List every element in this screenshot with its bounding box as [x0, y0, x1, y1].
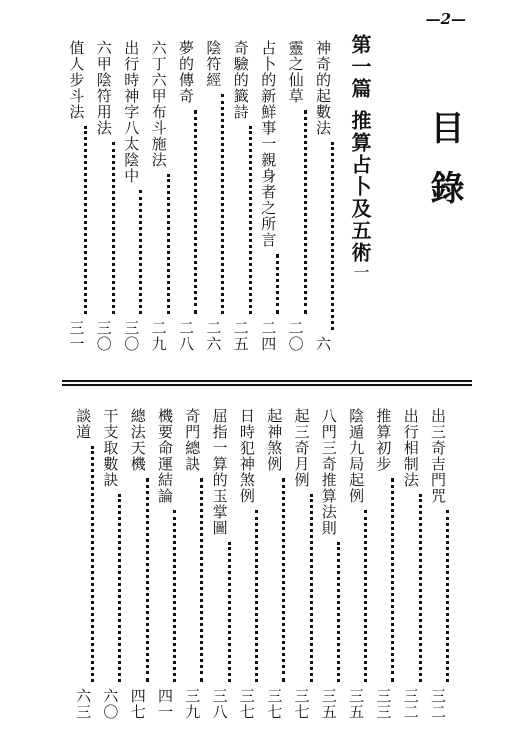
toc-entry	[182, 408, 203, 720]
entry-page: 三七	[237, 688, 256, 720]
section-divider	[62, 380, 472, 386]
leader-dots	[146, 478, 149, 682]
entry-title: 奇驗的籤詩	[231, 40, 250, 120]
entry-title: 陰遁九局起例	[347, 408, 366, 504]
entry-page: 三〇	[122, 320, 141, 352]
entry-page: 三二	[429, 688, 447, 720]
entry-title: 起三奇月例	[292, 408, 311, 488]
leader-dots	[173, 510, 176, 682]
toc-entry	[149, 40, 170, 352]
entry-title: 總法天機	[128, 408, 147, 472]
leader-dots	[446, 510, 449, 682]
toc-entry	[292, 408, 313, 720]
entry-title: 神奇的起數法	[314, 40, 332, 136]
entry-page: 三八	[210, 688, 229, 720]
leader-dots	[194, 110, 197, 314]
entry-page: 二四	[259, 320, 278, 352]
leader-dots	[282, 478, 285, 682]
leader-dots	[167, 174, 170, 314]
leader-dots	[331, 142, 334, 330]
chapter-page: 一	[351, 264, 370, 280]
entry-title: 推算初步	[374, 408, 393, 472]
entry-page: 四一	[156, 688, 174, 720]
leader-dots	[419, 494, 422, 682]
toc-entry	[73, 408, 94, 720]
entry-title: 起神煞例	[265, 408, 284, 472]
entry-page: 三〇	[94, 320, 113, 352]
toc-entry	[286, 40, 307, 352]
entry-page: 二六	[204, 320, 223, 352]
toc-entry	[203, 40, 224, 352]
leader-dots	[364, 510, 367, 682]
toc-entry	[121, 40, 142, 352]
toc-entry	[346, 408, 367, 720]
leader-dots	[276, 254, 279, 314]
entry-page: 三二	[401, 688, 420, 720]
toc-entry	[428, 408, 449, 720]
entry-title: 六甲陰符用法	[94, 40, 113, 136]
entry-title: 陰符經	[204, 40, 223, 88]
entry-title: 干支取數訣	[101, 408, 120, 488]
leader-dots	[391, 478, 394, 682]
toc-entry	[319, 408, 340, 720]
entry-title: 六丁六甲布斗施法	[149, 40, 168, 168]
leader-dots	[337, 542, 340, 682]
entry-title: 出三奇吉門咒	[429, 408, 447, 504]
leader-dots	[112, 142, 115, 314]
toc-entry	[94, 40, 115, 352]
entry-title: 出行時神字八太陰中	[122, 40, 141, 184]
leader-dots	[255, 510, 258, 682]
toc-entry	[176, 40, 197, 352]
leader-dots	[310, 494, 313, 682]
entry-page: 四七	[128, 688, 147, 720]
entry-page: 二五	[231, 320, 250, 352]
entry-title: 出行相制法	[401, 408, 420, 488]
leader-dots	[84, 126, 87, 314]
entry-title: 八門三奇推算法則	[319, 408, 338, 536]
toc-entry	[264, 408, 285, 720]
leader-dots	[200, 478, 203, 682]
toc-entry	[66, 40, 87, 352]
chapter-entry	[346, 34, 375, 344]
toc-entry	[258, 40, 279, 352]
leader-dots	[304, 110, 307, 314]
toc-entry	[373, 408, 394, 720]
entry-title: 日時犯神煞例	[237, 408, 256, 504]
leader-dots	[91, 446, 94, 682]
entry-page: 三五	[347, 688, 366, 720]
toc-entry	[313, 40, 334, 352]
toc-entry	[231, 40, 252, 352]
entry-title: 談道	[74, 408, 93, 440]
entry-title: 靈之仙草	[286, 40, 305, 104]
toc-entry	[401, 408, 422, 720]
leader-dots	[249, 126, 252, 314]
entry-page: 三七	[265, 688, 284, 720]
toc-entry	[155, 408, 176, 720]
leader-dots	[139, 190, 142, 314]
entry-title: 值人步斗法	[67, 40, 86, 120]
leader-dots	[221, 94, 224, 314]
page-number: —2—	[425, 10, 466, 28]
entry-page: 三九	[183, 688, 202, 720]
entry-page: 三一	[67, 320, 86, 352]
entry-page: 二〇	[286, 320, 305, 352]
entry-title: 屈指一算的玉掌圖	[210, 408, 229, 536]
entry-title: 奇門總訣	[183, 408, 202, 472]
entry-title: 占卜的新鮮事一親身者之所言	[259, 40, 278, 248]
entry-page: 三五	[319, 688, 338, 720]
toc-entry	[100, 408, 121, 720]
entry-page: 六	[314, 336, 332, 352]
entry-page: 二九	[149, 320, 168, 352]
entry-page: 六〇	[101, 688, 120, 720]
entry-title: 機要命運結論	[156, 408, 174, 504]
entry-page: 三七	[292, 688, 311, 720]
leader-dots	[118, 494, 121, 682]
leader-dots	[228, 542, 231, 682]
chapter-label: 第一篇	[348, 34, 372, 100]
entry-page: 三三	[374, 688, 393, 720]
entry-title: 夢的傳奇	[177, 40, 195, 104]
toc-entry	[210, 408, 231, 720]
toc-entry	[128, 408, 149, 720]
chapter-title: 推算占卜及五術	[348, 110, 372, 264]
entry-page: 六三	[74, 688, 93, 720]
toc-heading: 目錄	[424, 110, 464, 230]
entry-page: 二八	[177, 320, 195, 352]
toc-entry	[237, 408, 258, 720]
